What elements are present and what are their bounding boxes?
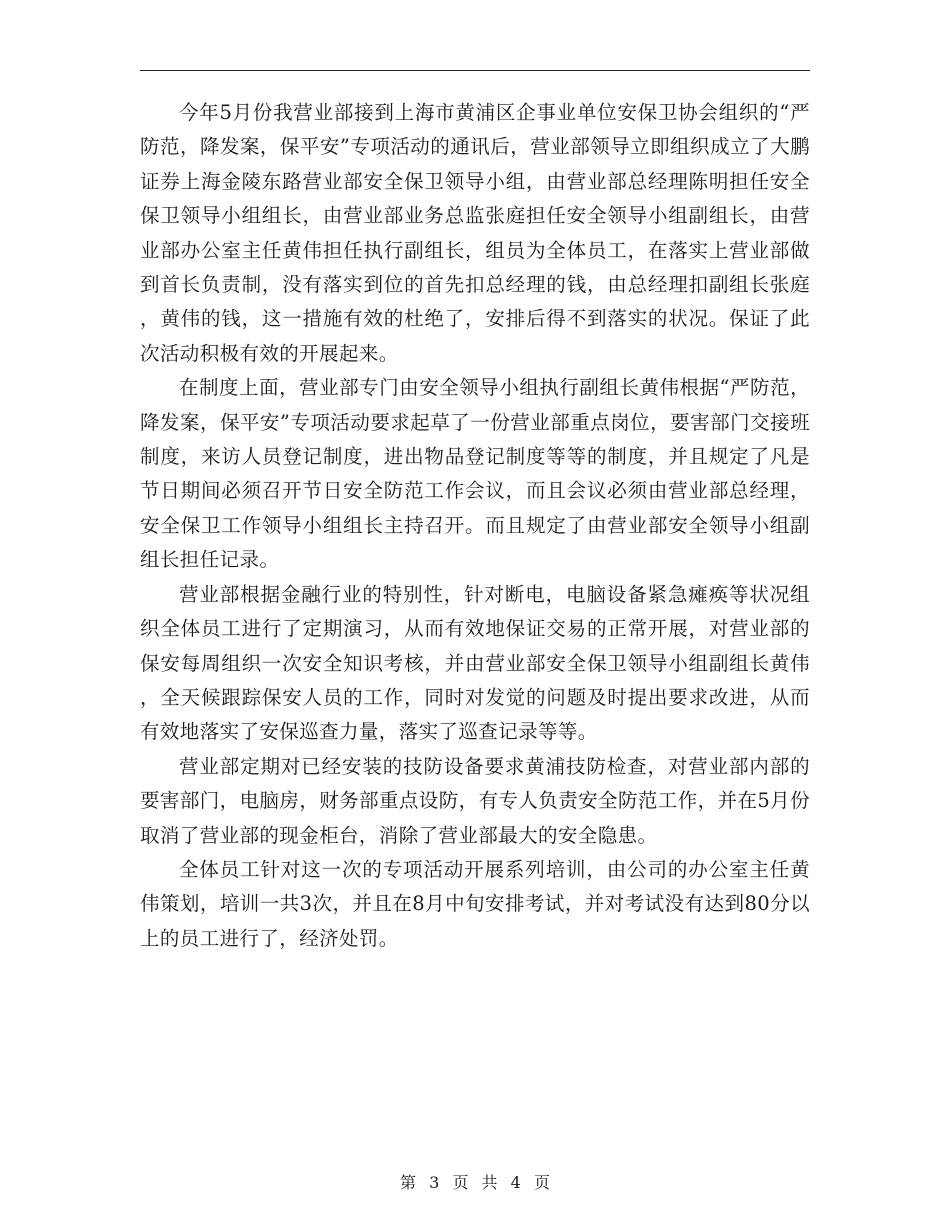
footer-page-current: 3: [429, 1173, 440, 1192]
paragraph-2: 在制度上面，营业部专门由安全领导小组执行副组长黄伟根据“严防范，降发案，保平安”专项活动要求起草了一份营业部重点岗位，要害部门交接班制度，来访人员登记制度，进出物品登记制度等等的制度，并且规定了凡是节日期间必须召开节日安全防范工作会议，而且会议必须由营业部总经理，安全保卫工作领导小组组长主持召开。而且规定了由营业部安全领导小组副组长担任记录。: [140, 376, 810, 572]
page-footer: [0, 1172, 950, 1194]
paragraph-4: 营业部定期对已经安装的技防设备要求黄浦技防检查，对营业部内部的要害部门，电脑房，财务部重点设防，有专人负责安全防范工作，并在5月份取消了营业部的现金柜台，消除了营业部最大的安全隐患。: [140, 754, 810, 847]
paragraph-3: 营业部根据金融行业的特别性，针对断电，电脑设备紧急瘫痪等状况组织全体员工进行了定期演习，从而有效地保证交易的正常开展，对营业部的保安每周组织一次安全知识考核，并由营业部安全保卫领导小组副组长黄伟，全天候跟踪保安人员的工作，同时对发觉的问题及时提出要求改进，从而有效地落实了安保巡查力量，落实了巡查记录等等。: [140, 582, 810, 744]
paragraph-5: 全体员工针对这一次的专项活动开展系列培训，由公司的办公室主任黄伟策划，培训一共3次，并且在8月中旬安排考试，并对考试没有达到80分以上的员工进行了，经济处罚。: [140, 857, 810, 950]
footer-ye: 页: [452, 1173, 469, 1192]
paragraph-1: 今年5月份我营业部接到上海市黄浦区企事业单位安保卫协会组织的“严防范，降发案，保平安”专项活动的通讯后，营业部领导立即组织成立了大鹏证券上海金陵东路营业部安全保卫领导小组，由营业部总经理陈明担任安全保卫领导小组组长，由营业部业务总监张庭担任安全领导小组副组长，由营业部办公室主任黄伟担任执行副组长，组员为全体员工，在落实上营业部做到首长负责制，没有落实到位的首先扣总经理的钱，由总经理扣副组长张庭，黄伟的钱，这一措施有效的杜绝了，安排后得不到落实的状况。保证了此次活动积极有效的开展起来。: [140, 101, 810, 365]
footer-page-total: 4: [510, 1173, 521, 1192]
header-rule: [140, 70, 810, 71]
footer-ye-end: 页: [533, 1173, 550, 1192]
footer-gong: 共: [481, 1173, 498, 1192]
footer-di: 第: [400, 1173, 417, 1192]
document-body: [140, 96, 810, 956]
